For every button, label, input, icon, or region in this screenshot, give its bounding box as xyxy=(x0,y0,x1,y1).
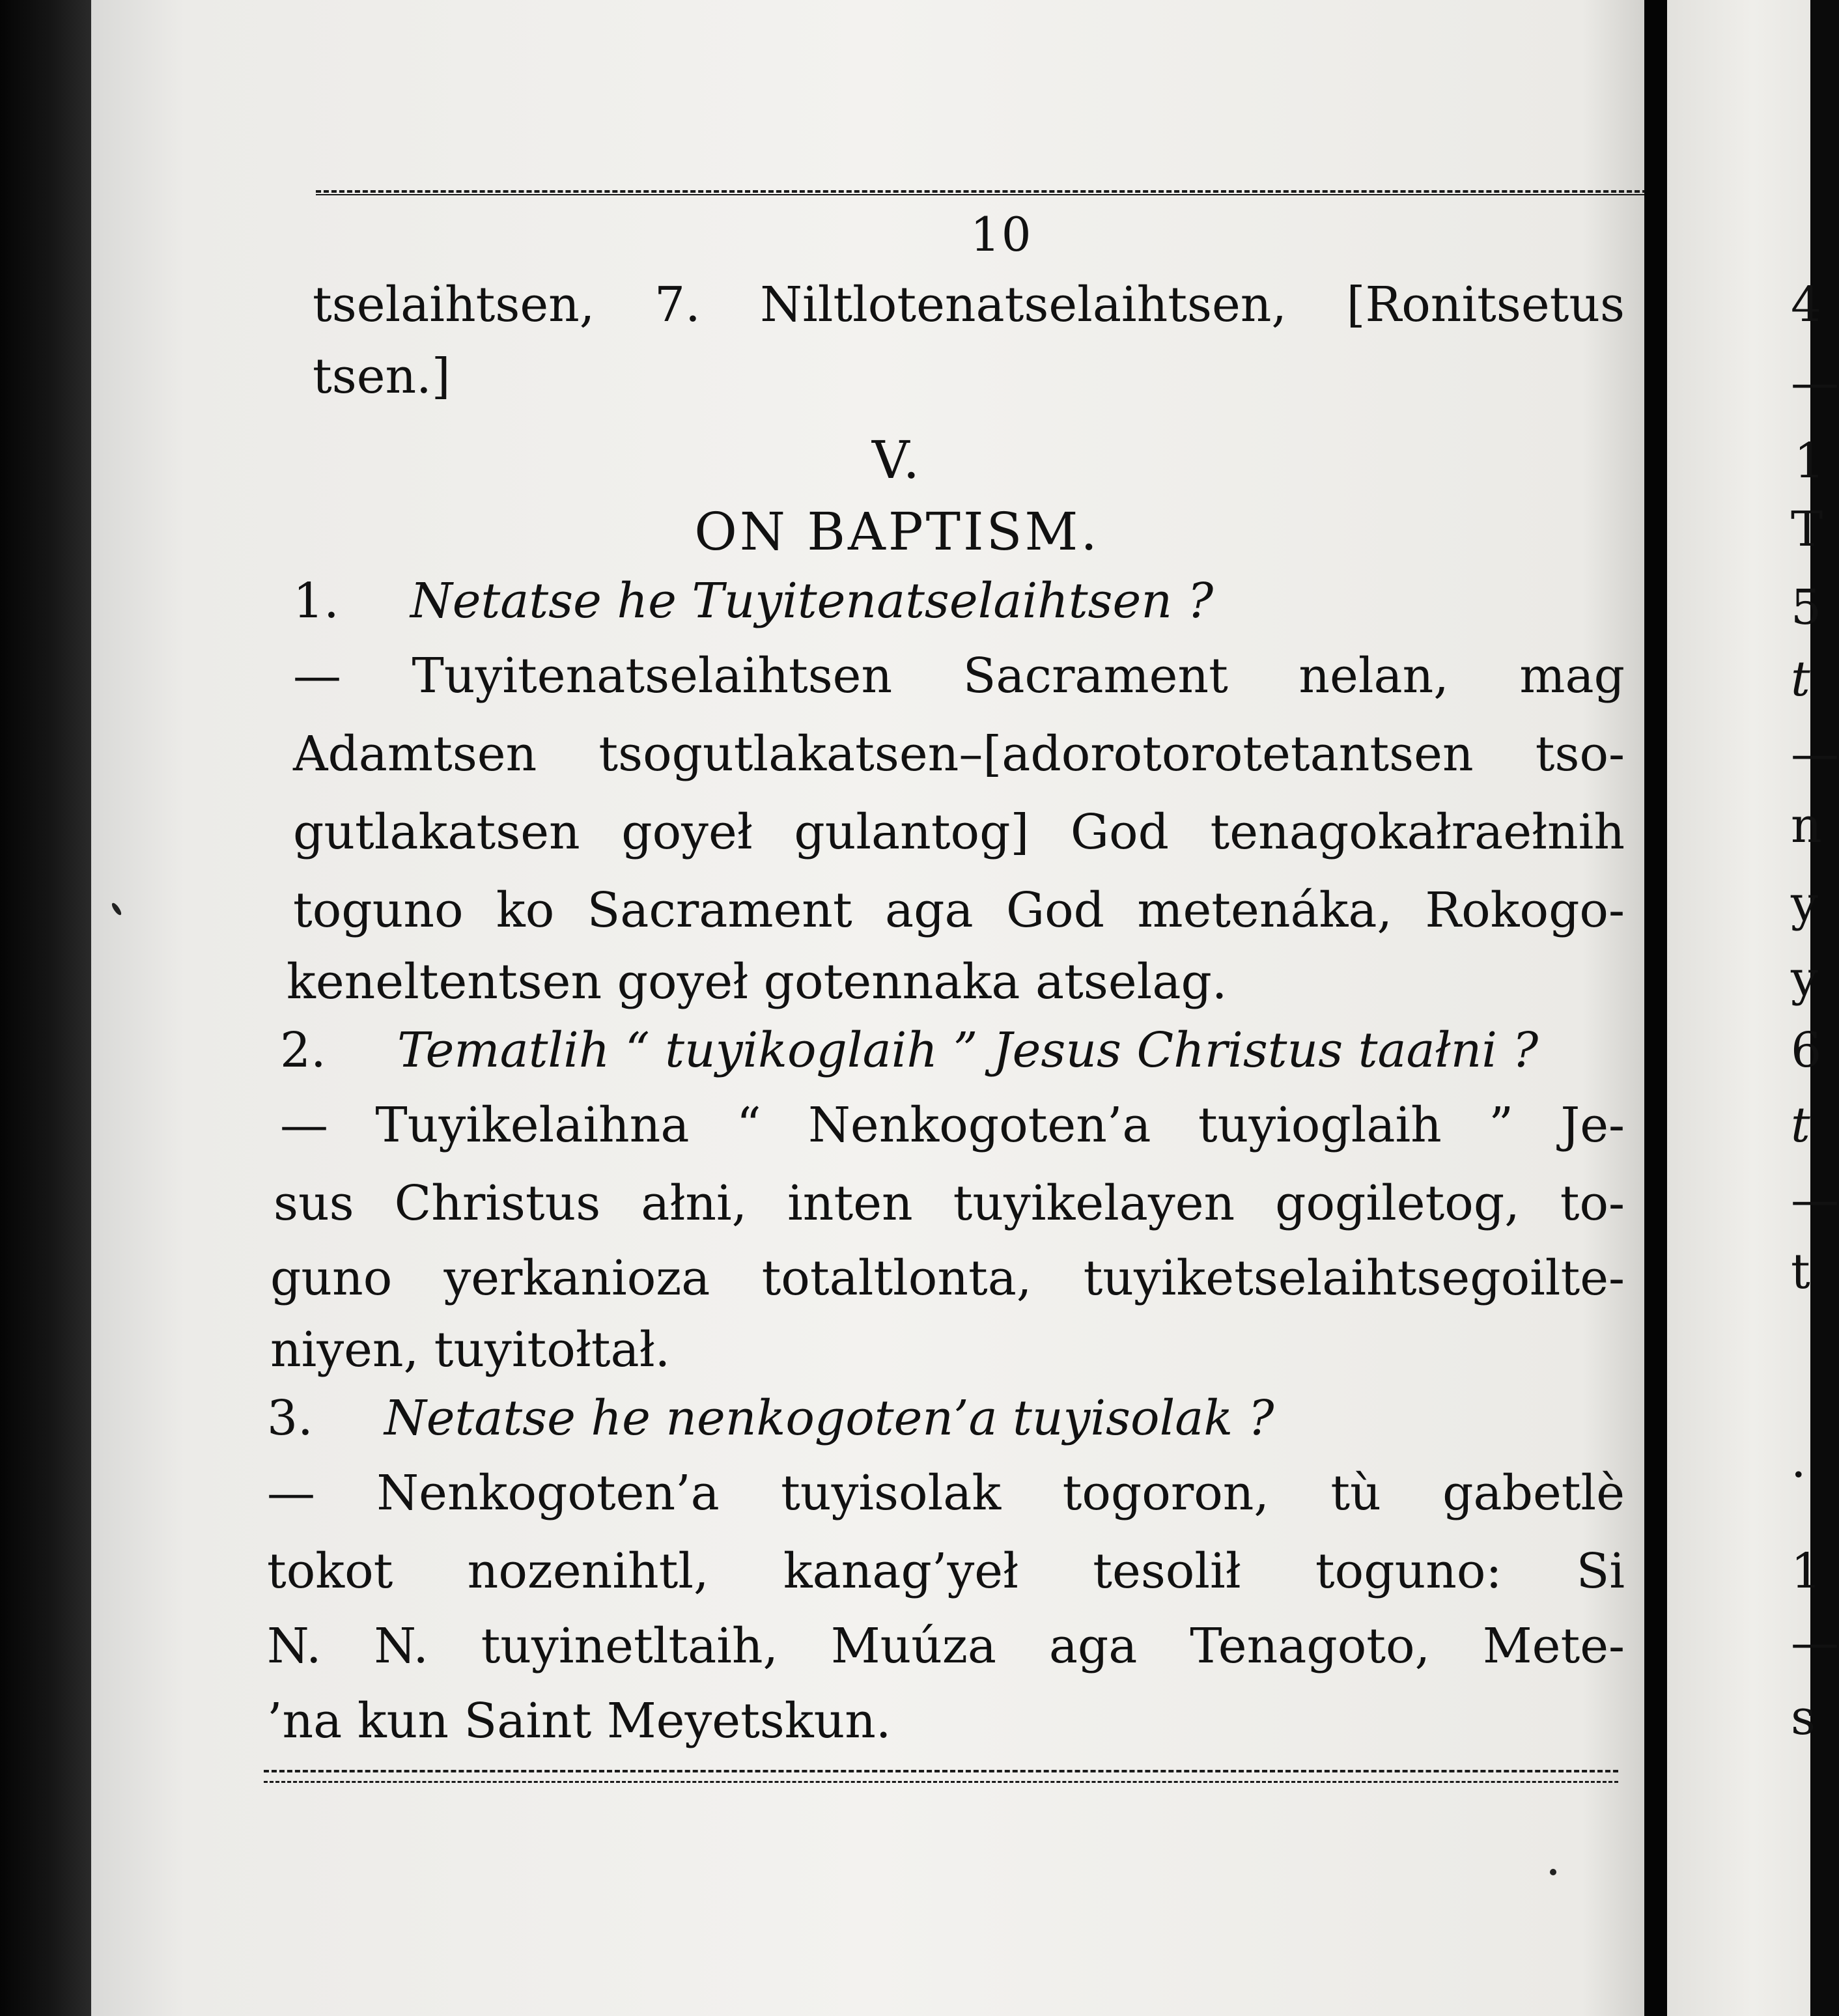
bottom-rule xyxy=(264,1770,1618,1772)
bleed-fragment: 6 xyxy=(1791,1022,1822,1078)
bleed-fragment: 1 xyxy=(1794,433,1825,489)
scanned-page xyxy=(91,0,1644,2016)
paragraph-line: tsen.] xyxy=(313,348,451,404)
answer-line: — Tuyikelaihna “ Nenkogoten’a tuyioglaih ” Je- xyxy=(280,1097,1625,1153)
section-title: ON BAPTISM. xyxy=(694,501,1100,562)
bleed-fragment: t xyxy=(1791,1097,1810,1153)
bleed-fragment: t xyxy=(1791,651,1810,707)
answer-line: keneltentsen goyeł gotennaka atselag. xyxy=(287,954,1228,1010)
question-text: Netatse he Tuyitenatselaihtsen ? xyxy=(410,573,1214,629)
question-2 xyxy=(280,1019,1625,1082)
bleed-fragment: s xyxy=(1791,1690,1816,1746)
item-number: 2. xyxy=(280,1022,326,1078)
bleed-fragment: n xyxy=(1791,798,1822,854)
answer-line: N. N. tuyinetltaih, Muúza aga Tenagoto, Mete- xyxy=(267,1618,1625,1674)
answer-line: — Tuyitenatselaihtsen Sacrament nelan, mag xyxy=(293,648,1625,704)
bottom-rule-lower xyxy=(264,1781,1618,1783)
bleed-fragment: 5 xyxy=(1791,580,1822,636)
scan-speck xyxy=(110,902,122,917)
bleed-fragment: — xyxy=(1791,1172,1839,1228)
top-rule xyxy=(316,190,1648,193)
page-gutter xyxy=(1644,0,1667,2016)
section-numeral: V. xyxy=(871,430,923,490)
left-binding-edge xyxy=(0,0,91,2016)
answer-line: toguno ko Sacrament aga God metenáka, Rokogo- xyxy=(293,882,1625,938)
answer-line: tokot nozenihtl, kanag’yeł tesolił toguno: Si xyxy=(267,1543,1625,1599)
bleed-fragment: — xyxy=(1791,355,1839,411)
item-number: 3. xyxy=(267,1390,313,1446)
paragraph-line: tselaihtsen, 7. Niltlotenatselaihtsen, [Ronitsetus xyxy=(313,277,1625,333)
adjacent-page-edge xyxy=(1667,0,1839,2016)
scan-speck xyxy=(1550,1869,1556,1875)
top-rule-solid xyxy=(316,194,1648,195)
bleed-fragment: t xyxy=(1791,1244,1810,1300)
bleed-fragment: T xyxy=(1791,501,1823,557)
bleed-fragment: — xyxy=(1791,726,1839,782)
bleed-fragment: y xyxy=(1791,876,1818,932)
question-text: Tematlih “ tuyikoglaih ” Jesus Christus taałni ? xyxy=(397,1022,1539,1078)
answer-line: guno yerkanioza totaltlonta, tuyiketselaihtsegoilte- xyxy=(270,1250,1625,1306)
bleed-fragment: . xyxy=(1791,1433,1806,1489)
bleed-fragment: 1 xyxy=(1791,1543,1822,1599)
question-text: Netatse he nenkogoten’a tuyisolak ? xyxy=(384,1390,1274,1446)
answer-line: — Nenkogoten’a tuyisolak togoron, tù gabetlè xyxy=(267,1465,1625,1521)
bleed-fragment: 4 xyxy=(1791,277,1822,333)
answer-line: ’na kun Saint Meyetskun. xyxy=(267,1693,891,1749)
answer-line: niyen, tuyitołtał. xyxy=(270,1322,671,1378)
answer-line: Adamtsen tsogutlakatsen–[adorotorotetantsen tso- xyxy=(293,726,1625,782)
bleed-fragment: — xyxy=(1791,1615,1839,1671)
item-number: 1. xyxy=(293,573,339,629)
question-1 xyxy=(293,570,1625,632)
answer-line: gutlakatsen goyeł gulantog] God tenagokałraełnih xyxy=(293,804,1625,860)
bleed-fragment: y xyxy=(1791,951,1818,1007)
answer-line: sus Christus ałni, inten tuyikelayen gogiletog, to- xyxy=(274,1175,1625,1231)
page-number: 10 xyxy=(970,207,1033,262)
question-3 xyxy=(267,1387,1625,1449)
